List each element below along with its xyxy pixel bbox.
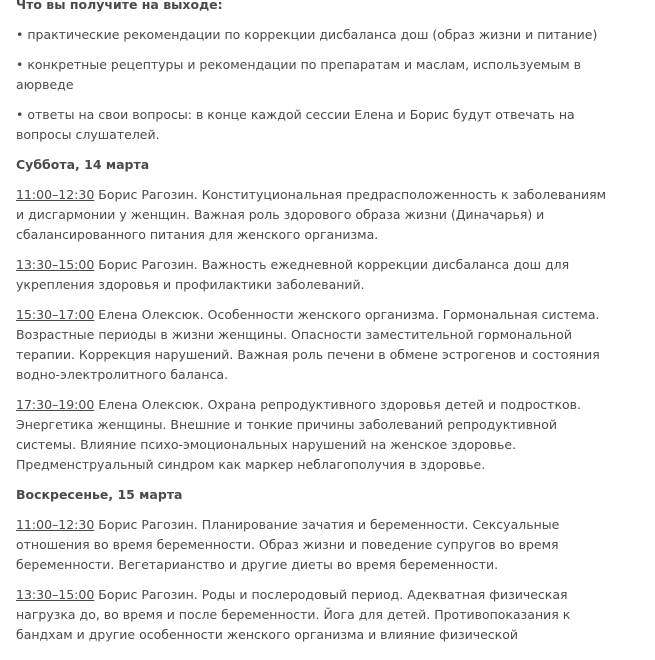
session-item [16,515,608,575]
session-item [16,255,608,295]
day-heading-sunday: Воскресенье, 15 марта [16,487,183,502]
session-time-link[interactable]: 15:30–17:00 [16,307,95,322]
session-time-link[interactable]: 13:30–15:00 [16,587,95,602]
session-item [16,185,608,245]
session-time-link[interactable]: 13:30–15:00 [16,257,95,272]
session-time-link[interactable]: 11:00–12:30 [16,187,95,202]
session-item [16,585,608,645]
session-description: Елена Олексюк. Особенности женского организма. Гормональная система. Возрастные периоды в жизни женщины. Опасности заместительной гормональной терапии. Коррекция нарушений. Важная роль печени в обмене эстрогенов и состояния водно-электролитного баланса. [16,307,600,382]
outcome-item: • практические рекомендации по коррекции дисбаланса дош (образ жизни и питание) [16,27,598,42]
session-item [16,305,608,385]
outcome-item: • ответы на свои вопросы: в конце каждой сессии Елена и Борис будут отвечать на вопросы слушателей. [16,107,575,142]
session-description: Елена Олексюк. Охрана репродуктивного здоровья детей и подростков. Энергетика женщины. Внешние и тонкие причины заболеваний репродуктивной системы. Влияние психо-эмоциональных нарушений на женское здоровье. Предменструальный синдром как маркер неблагополучия в здоровье. [16,397,581,472]
session-item [16,395,608,475]
session-description: Борис Рагозин. Важность ежедневной коррекции дисбаланса дош для укрепления здоровья и профилактики заболеваний. [16,257,570,292]
outcome-item: • конкретные рецептуры и рекомендации по препаратам и маслам, используемым в аюрведе [16,57,582,92]
session-description: Борис Рагозин. Роды и послеродовый период. Адекватная физическая нагрузка до, во время и после беременности. Йога для детей. Противопоказания к бандхам и другие особенности женского организма и влияние физической [16,587,571,642]
session-time-link[interactable]: 17:30–19:00 [16,397,95,412]
event-program [16,0,608,655]
session-description: Борис Рагозин. Планирование зачатия и беременности. Сексуальные отношения во время беременности. Образ жизни и поведение супругов во время беременности. Вегетарианство и другие диеты во время беременности. [16,517,560,572]
session-description: Борис Рагозин. Конституциональная предрасположенность к заболеваниям и дисгармонии у женщин. Важная роль здорового образа жизни (Диначарья) и сбалансированного питания для женского организма. [16,187,607,242]
day-heading-saturday: Суббота, 14 марта [16,157,150,172]
outcomes-heading: Что вы получите на выходе: [16,0,223,12]
session-time-link[interactable]: 11:00–12:30 [16,517,95,532]
